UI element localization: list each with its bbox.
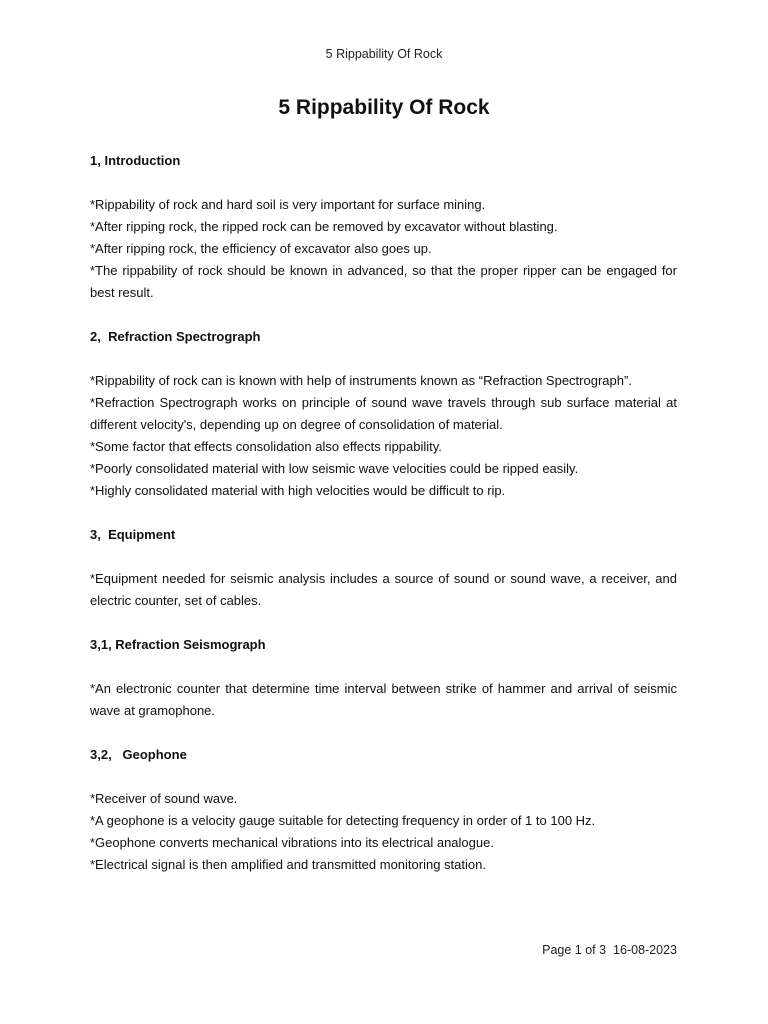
paragraph-line: *Geophone converts mechanical vibrations into its electrical analogue.	[90, 835, 494, 850]
paragraph-line: *Rippability of rock can is known with help of instruments known as “Refraction Spectrograph”.	[90, 373, 632, 388]
section-geophone	[90, 744, 677, 876]
paragraph-line: *After ripping rock, the efficiency of excavator also goes up.	[90, 241, 432, 256]
page-number: Page 1 of 3	[542, 943, 607, 957]
paragraph-line: *Rippability of rock and hard soil is very important for surface mining.	[90, 197, 486, 212]
footer-date: 16-08-2023	[613, 943, 677, 957]
section-heading: 1, Introduction	[90, 153, 181, 168]
paragraph-line: *A geophone is a velocity gauge suitable for detecting frequency in order of 1 to 100 Hz.	[90, 813, 596, 828]
paragraph-line: *Highly consolidated material with high velocities would be difficult to rip.	[90, 483, 506, 498]
section-introduction	[90, 150, 677, 304]
section-heading: 3, Equipment	[90, 527, 176, 542]
paragraph-line: *The rippability of rock should be known in advanced, so that the proper ripper can be engaged for best result.	[90, 263, 677, 300]
section-refraction-spectrograph	[90, 326, 677, 502]
paragraph-line: *Equipment needed for seismic analysis includes a source of sound or sound wave, a receiver, and electric counter, set of cables.	[90, 571, 677, 608]
section-equipment	[90, 524, 677, 612]
section-heading: 3,2, Geophone	[90, 747, 187, 762]
section-heading: 3,1, Refraction Seismograph	[90, 637, 266, 652]
section-refraction-seismograph	[90, 634, 677, 722]
section-heading: 2, Refraction Spectrograph	[90, 329, 261, 344]
page-footer	[542, 943, 677, 957]
paragraph-line: *An electronic counter that determine time interval between strike of hammer and arrival of seismic wave at gramophone.	[90, 681, 677, 718]
paragraph-line: *Electrical signal is then amplified and transmitted monitoring station.	[90, 857, 486, 872]
document-body	[90, 150, 677, 898]
paragraph-line: *Some factor that effects consolidation also effects rippability.	[90, 439, 442, 454]
page-title: 5 Rippability Of Rock	[278, 96, 490, 119]
running-header: 5 Rippability Of Rock	[325, 47, 443, 61]
paragraph-line: *Receiver of sound wave.	[90, 791, 238, 806]
paragraph-line: *Poorly consolidated material with low seismic wave velocities could be ripped easily.	[90, 461, 579, 476]
paragraph-line: *After ripping rock, the ripped rock can be removed by excavator without blasting.	[90, 219, 558, 234]
paragraph-line: *Refraction Spectrograph works on principle of sound wave travels through sub surface material at different velocity's, depending up on degree of consolidation of material.	[90, 395, 677, 432]
